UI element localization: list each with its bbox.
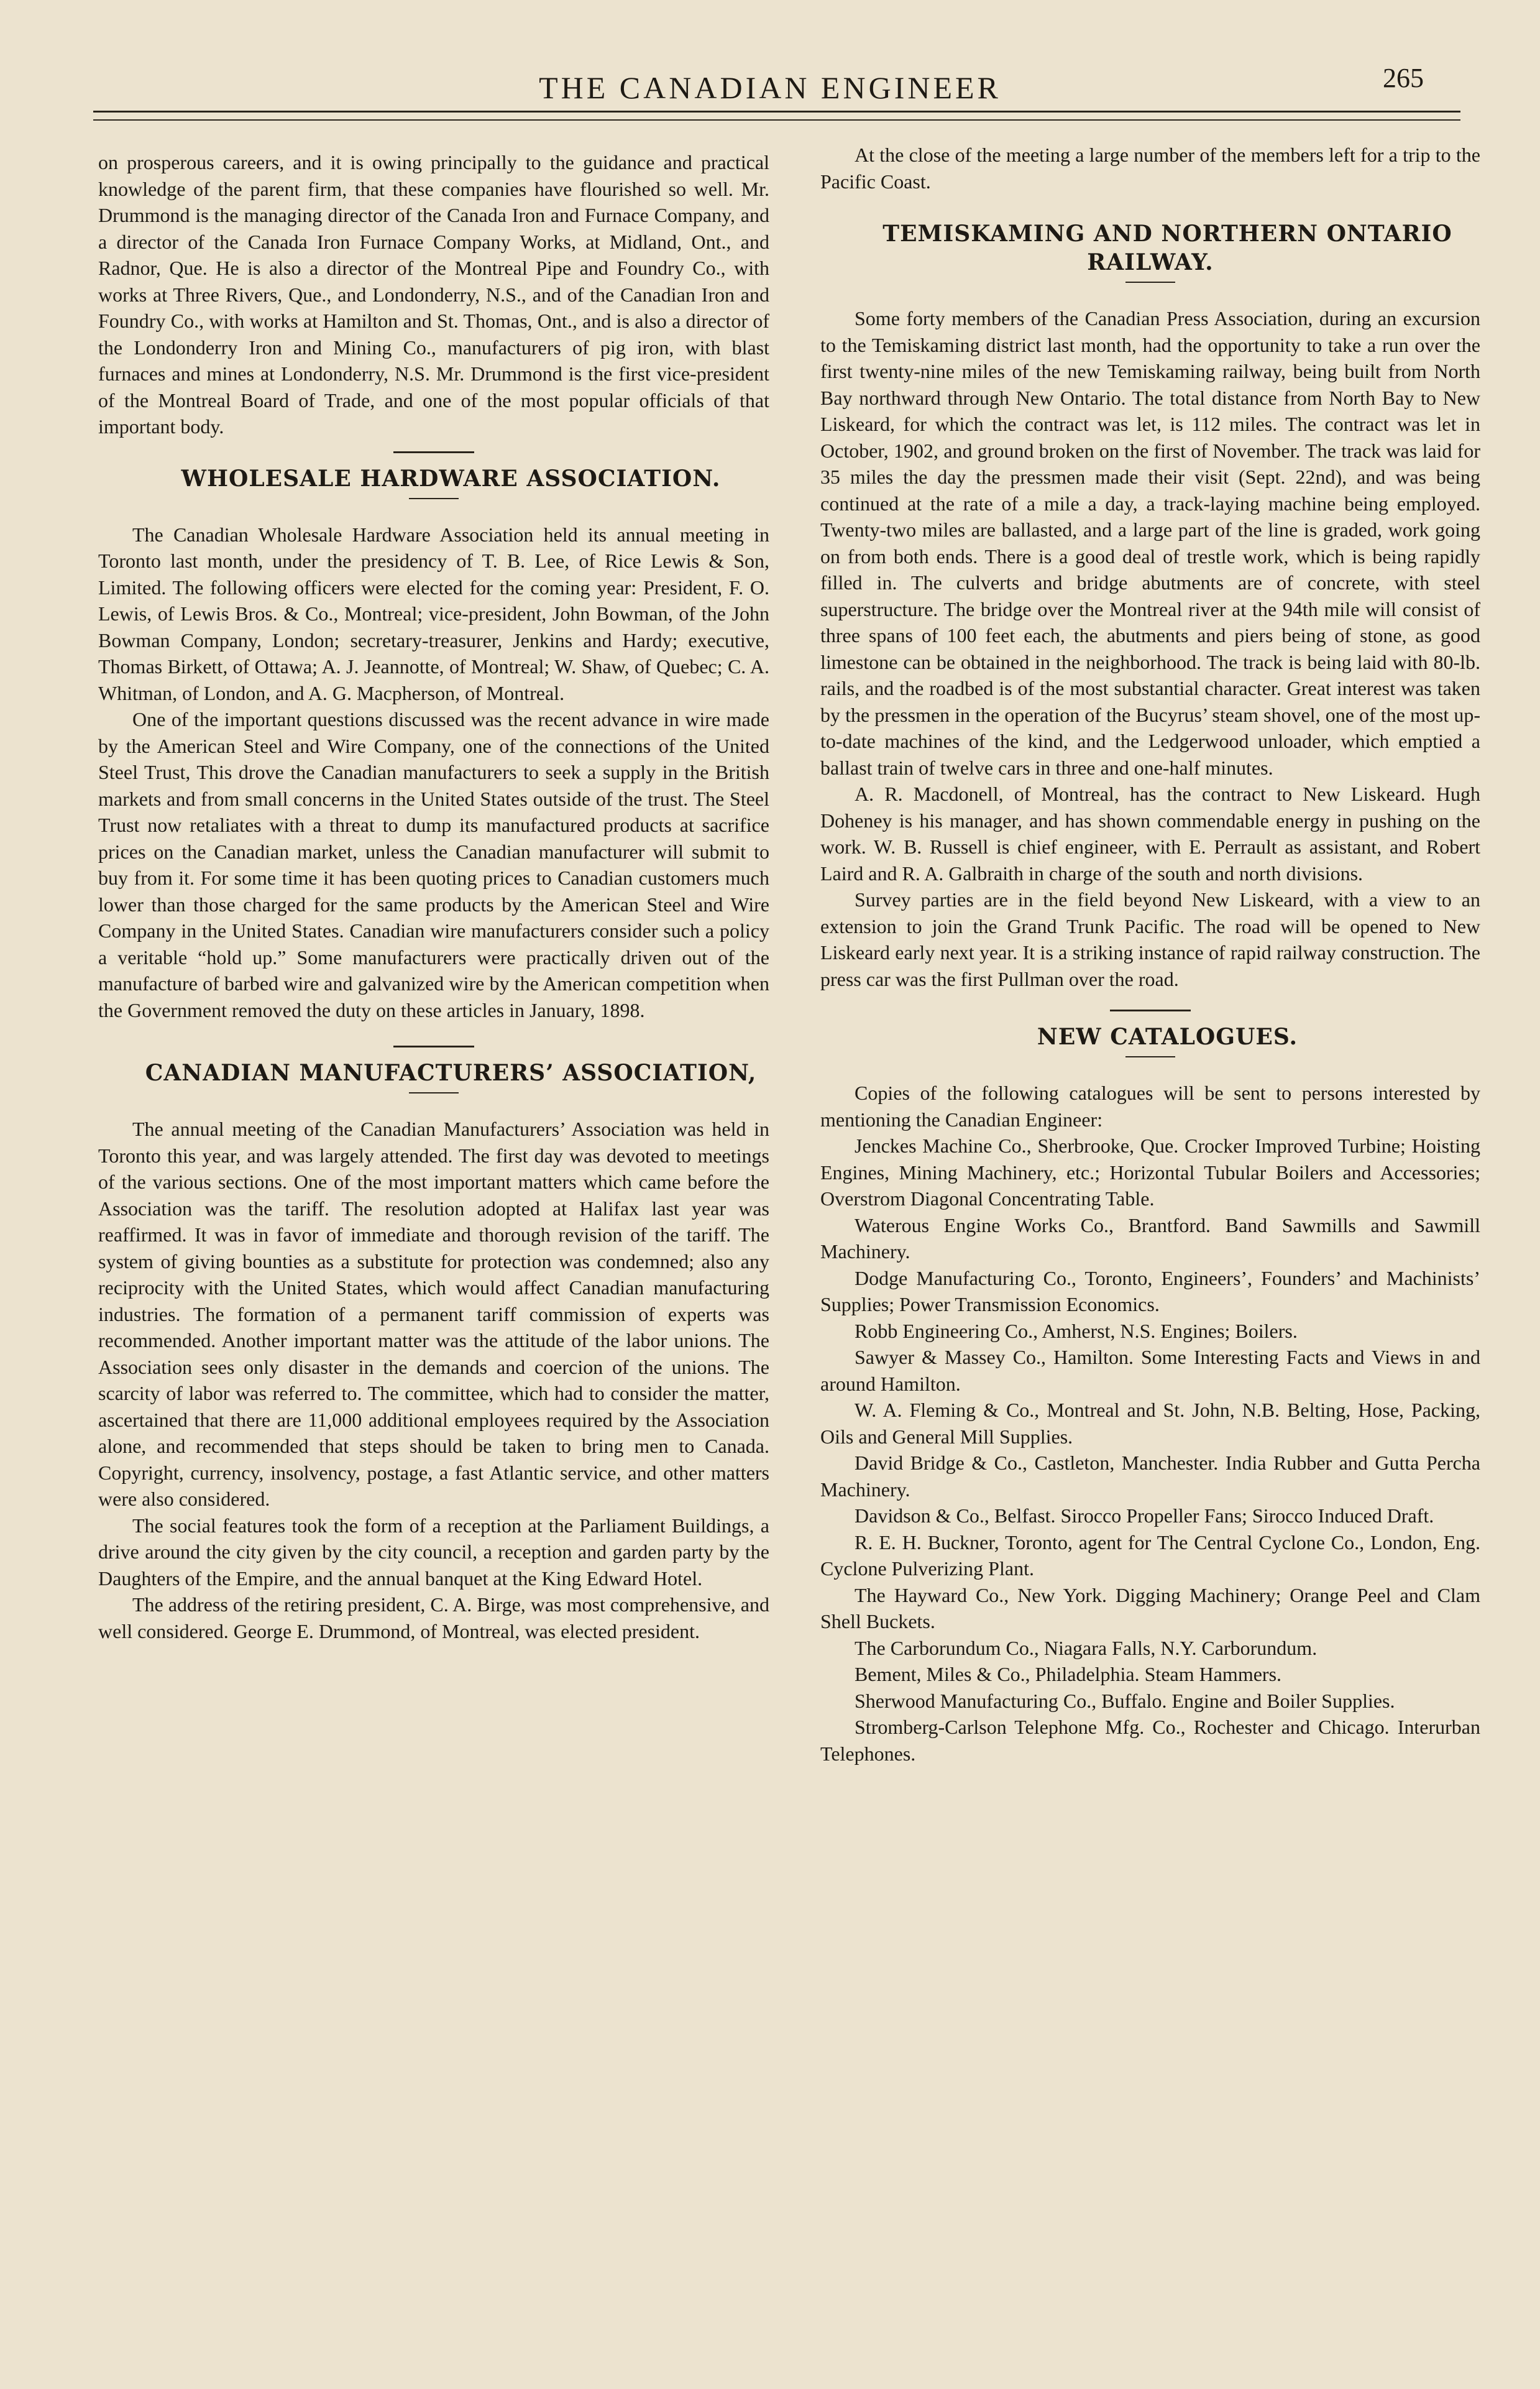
running-header-title: THE CANADIAN ENGINEER — [539, 70, 1001, 105]
catalogue-entry: Bement, Miles & Co., Philadelphia. Steam Hammers. — [855, 1663, 1282, 1685]
section-separator — [393, 1046, 474, 1047]
catalogue-entry: Waterous Engine Works Co., Brantford. Band Sawmills and Sawmill Machinery. — [820, 1213, 1480, 1263]
catalogue-entry: The Carborundum Co., Niagara Falls, N.Y. Carborundum. — [855, 1636, 1318, 1659]
left-column — [98, 149, 769, 1644]
header-rule-thin — [93, 119, 1460, 121]
railway-paragraph-1: Some forty members of the Canadian Press Association, during an excursion to the Temiskaming district last month, had the opportunity to take a run over the first twenty-nine miles of the new Temiskaming railway, being built from North Bay northward through New Ontario. The total distance from North Bay to New Liskeard, for which the contract was let, is 112 miles. The contract was let in October, 1902, and ground broken on the first of November. The track was laid for 35 miles the day the pressmen made their visit (Sept. 22nd), and was being continued at the rate of a mile a day, a track-laying machine being employed. Twenty-two miles are ballasted, and a large part of the line is graded, work going on from both ends. There is a good deal of trestle work, which is being rapidly filled in. The culverts and bridge abutments are of concrete, with steel superstructure. The bridge over the Montreal river at the 94th mile will consist of three spans of 100 feet each, the abutments and piers being of stone, as good limestone can be obtained in the neighborhood. The track is being laid with 80-lb. rails, and the roadbed is of the most substantial character. Great interest was taken by the pressmen in the operation of the Bucyrus’ steam shovel, one of the most up-to-date machines of the kind, and the Ledgerwood unloader, which emptied a ballast train of twelve cars in three and one-half minutes. — [820, 307, 1480, 779]
catalogue-entry: Robb Engineering Co., Amherst, N.S. Engines; Boilers. — [855, 1319, 1298, 1342]
header-rule-thick — [93, 111, 1460, 113]
manufacturers-paragraph-1: The annual meeting of the Canadian Manufacturers’ Association was held in Toronto this year, and was largely attended. The first day was devoted to meetings of the various sections. One of the most important matters which came before the Association was the tariff. The resolution adopted at Halifax last year was reaffirmed. It was in favor of immediate and thorough revision of the tariff. The system of giving bounties as a substitute for protection was condemned; also any reciprocity with the United States, which would affect Canadian manufacturing industries. The formation of a permanent tariff commission of experts was recommended. Another important matter was the attitude of the labor unions. The Association sees only disaster in the demands and coercion of the unions. The scarcity of labor was referred to. The committee, which had to consider the matter, ascertained that there are 11,000 additional employees required by the Association alone, and recommended that steps should be taken to bring men to Canada. Copyright, currency, insolvency, postage, a fast Atlantic service, and other matters were also considered. — [98, 1118, 769, 1510]
catalogues-intro: Copies of the following catalogues will be sent to persons interested by mentioning the Canadian Engineer: — [820, 1082, 1480, 1131]
catalogue-entry: Stromberg-Carlson Telephone Mfg. Co., Rochester and Chicago. Interurban Telephones. — [820, 1716, 1480, 1765]
catalogue-entry: W. A. Fleming & Co., Montreal and St. John, N.B. Belting, Hose, Packing, Oils and General Mill Supplies. — [820, 1399, 1480, 1448]
manufacturers-paragraph-3: The address of the retiring president, C. A. Birge, was most comprehensive, and well considered. George E. Drummond, of Montreal, was elected president. — [98, 1593, 769, 1642]
catalogue-entry: Sawyer & Massey Co., Hamilton. Some Interesting Facts and Views in and around Hamilton. — [820, 1346, 1480, 1395]
catalogue-entry: The Hayward Co., New York. Digging Machinery; Orange Peel and Clam Shell Buckets. — [820, 1583, 1480, 1632]
catalogue-entry: R. E. H. Buckner, Toronto, agent for The Central Cyclone Co., London, Eng. Cyclone Pulverizing Plant. — [820, 1531, 1480, 1580]
railway-paragraph-2: A. R. Macdonell, of Montreal, has the contract to New Liskeard. Hugh Doheney is his manager, and has shown commendable energy in pushing on the work. W. B. Russell is chief engineer, with E. Perrault as assistant, and Robert Laird and R. A. Galbraith in charge of the south and north divisions. — [820, 783, 1480, 885]
heading-underline — [1125, 1056, 1175, 1057]
page-number: 265 — [1383, 63, 1424, 93]
section-separator — [1110, 1010, 1191, 1011]
section-separator — [393, 451, 474, 453]
hardware-paragraph-1: The Canadian Wholesale Hardware Association held its annual meeting in Toronto last month, under the presidency of T. B. Lee, of Rice Lewis & Son, Limited. The following officers were elected for the coming year: President, F. O. Lewis, of Lewis Bros. & Co., Montreal; vice-president, John Bowman, of the John Bowman Company, London; secretary-treasurer, Jenkins and Hardy; executive, Thomas Birkett, of Ottawa; A. J. Jeannotte, of Montreal; W. Shaw, of Quebec; C. A. Whitman, of London, and A. G. Macpherson, of Montreal. — [98, 523, 769, 704]
railway-heading: TEMISKAMING AND NORTHERN ONTARIO RAILWAY. — [882, 221, 1452, 275]
drummond-continuation-paragraph: on prosperous careers, and it is owing principally to the guidance and practical knowledge of the parent firm, that these companies have flourished so well. Mr. Drummond is the managing director of the Canada Iron and Furnace Company, and a director of the Canada Iron Furnace Company Works, at Midland, Ont., and Radnor, Que. He is also a director of the Montreal Pipe and Foundry Co., with works at Three Rivers, Que., and Londonderry, N.S., and of the Canadian Iron and Foundry Co., with works at Hamilton and St. Thomas, Ont., and is also a director of the Londonderry Iron and Mining Co., manufacturers of pig iron, with blast furnaces and mines at Londonderry, N.S. Mr. Drummond is the first vice-president of the Montreal Board of Trade, and one of the most popular officials of that important body. — [98, 151, 769, 438]
catalogue-entry: Dodge Manufacturing Co., Toronto, Engineers’, Founders’ and Machinists’ Supplies; Power Transmission Economics. — [820, 1266, 1480, 1315]
catalogue-entry: David Bridge & Co., Castleton, Manchester. India Rubber and Gutta Percha Machinery. — [820, 1452, 1480, 1501]
catalogue-entry: Jenckes Machine Co., Sherbrooke, Que. Crocker Improved Turbine; Hoisting Engines, Mining Machinery, etc.; Horizontal Tubular Boilers and Accessories; Overstrom Diagonal Concentrating Table. — [820, 1135, 1480, 1210]
heading-underline — [409, 498, 459, 499]
hardware-association-heading: WHOLESALE HARDWARE ASSOCIATION. — [181, 465, 721, 492]
catalogue-entry: Davidson & Co., Belfast. Sirocco Propeller Fans; Sirocco Induced Draft. — [855, 1504, 1434, 1527]
manufacturers-paragraph-2: The social features took the form of a reception at the Parliament Buildings, a drive around the city given by the city council, a reception and garden party by the Daughters of the Empire, and the annual banquet at the King Edward Hotel. — [98, 1514, 769, 1590]
heading-underline — [1125, 282, 1175, 283]
catalogue-entry: Sherwood Manufacturing Co., Buffalo. Engine and Boiler Supplies. — [855, 1689, 1395, 1712]
heading-underline — [409, 1092, 459, 1093]
railway-paragraph-3: Survey parties are in the field beyond New Liskeard, with a view to an extension to join the Grand Trunk Pacific. The road will be opened to New Liskeard early next year. It is a striking instance of rapid railway construction. The press car was the first Pullman over the road. — [820, 888, 1480, 990]
right-column — [820, 142, 1480, 1767]
manufacturers-association-heading: CANADIAN MANUFACTURERS’ ASSOCIATION, — [145, 1060, 757, 1086]
meeting-close-paragraph: At the close of the meeting a large number of the members left for a trip to the Pacific Coast. — [820, 144, 1480, 193]
catalogues-heading: NEW CATALOGUES. — [1037, 1024, 1298, 1050]
hardware-paragraph-2: One of the important questions discussed was the recent advance in wire made by the American Steel and Wire Company, one of the connections of the United Steel Trust, This drove the Canadian manufacturers to seek a supply in the British markets and from small concerns in the United States outside of the trust. The Steel Trust now retaliates with a threat to dump its manufactured products at sacrifice prices on the Canadian market, unless the Canadian manufacturer will submit to buy from it. For some time it has been quoting prices to Canadian customers much lower than those charged for the same products by the American Steel and Wire Company in the United States. Canadian wire manufacturers consider such a policy a veritable “hold up.” Some manufacturers were practically driven out of the manufacture of barbed wire and galvanized wire by the American competition when the Government removed the duty on these articles in January, 1898. — [98, 708, 769, 1021]
